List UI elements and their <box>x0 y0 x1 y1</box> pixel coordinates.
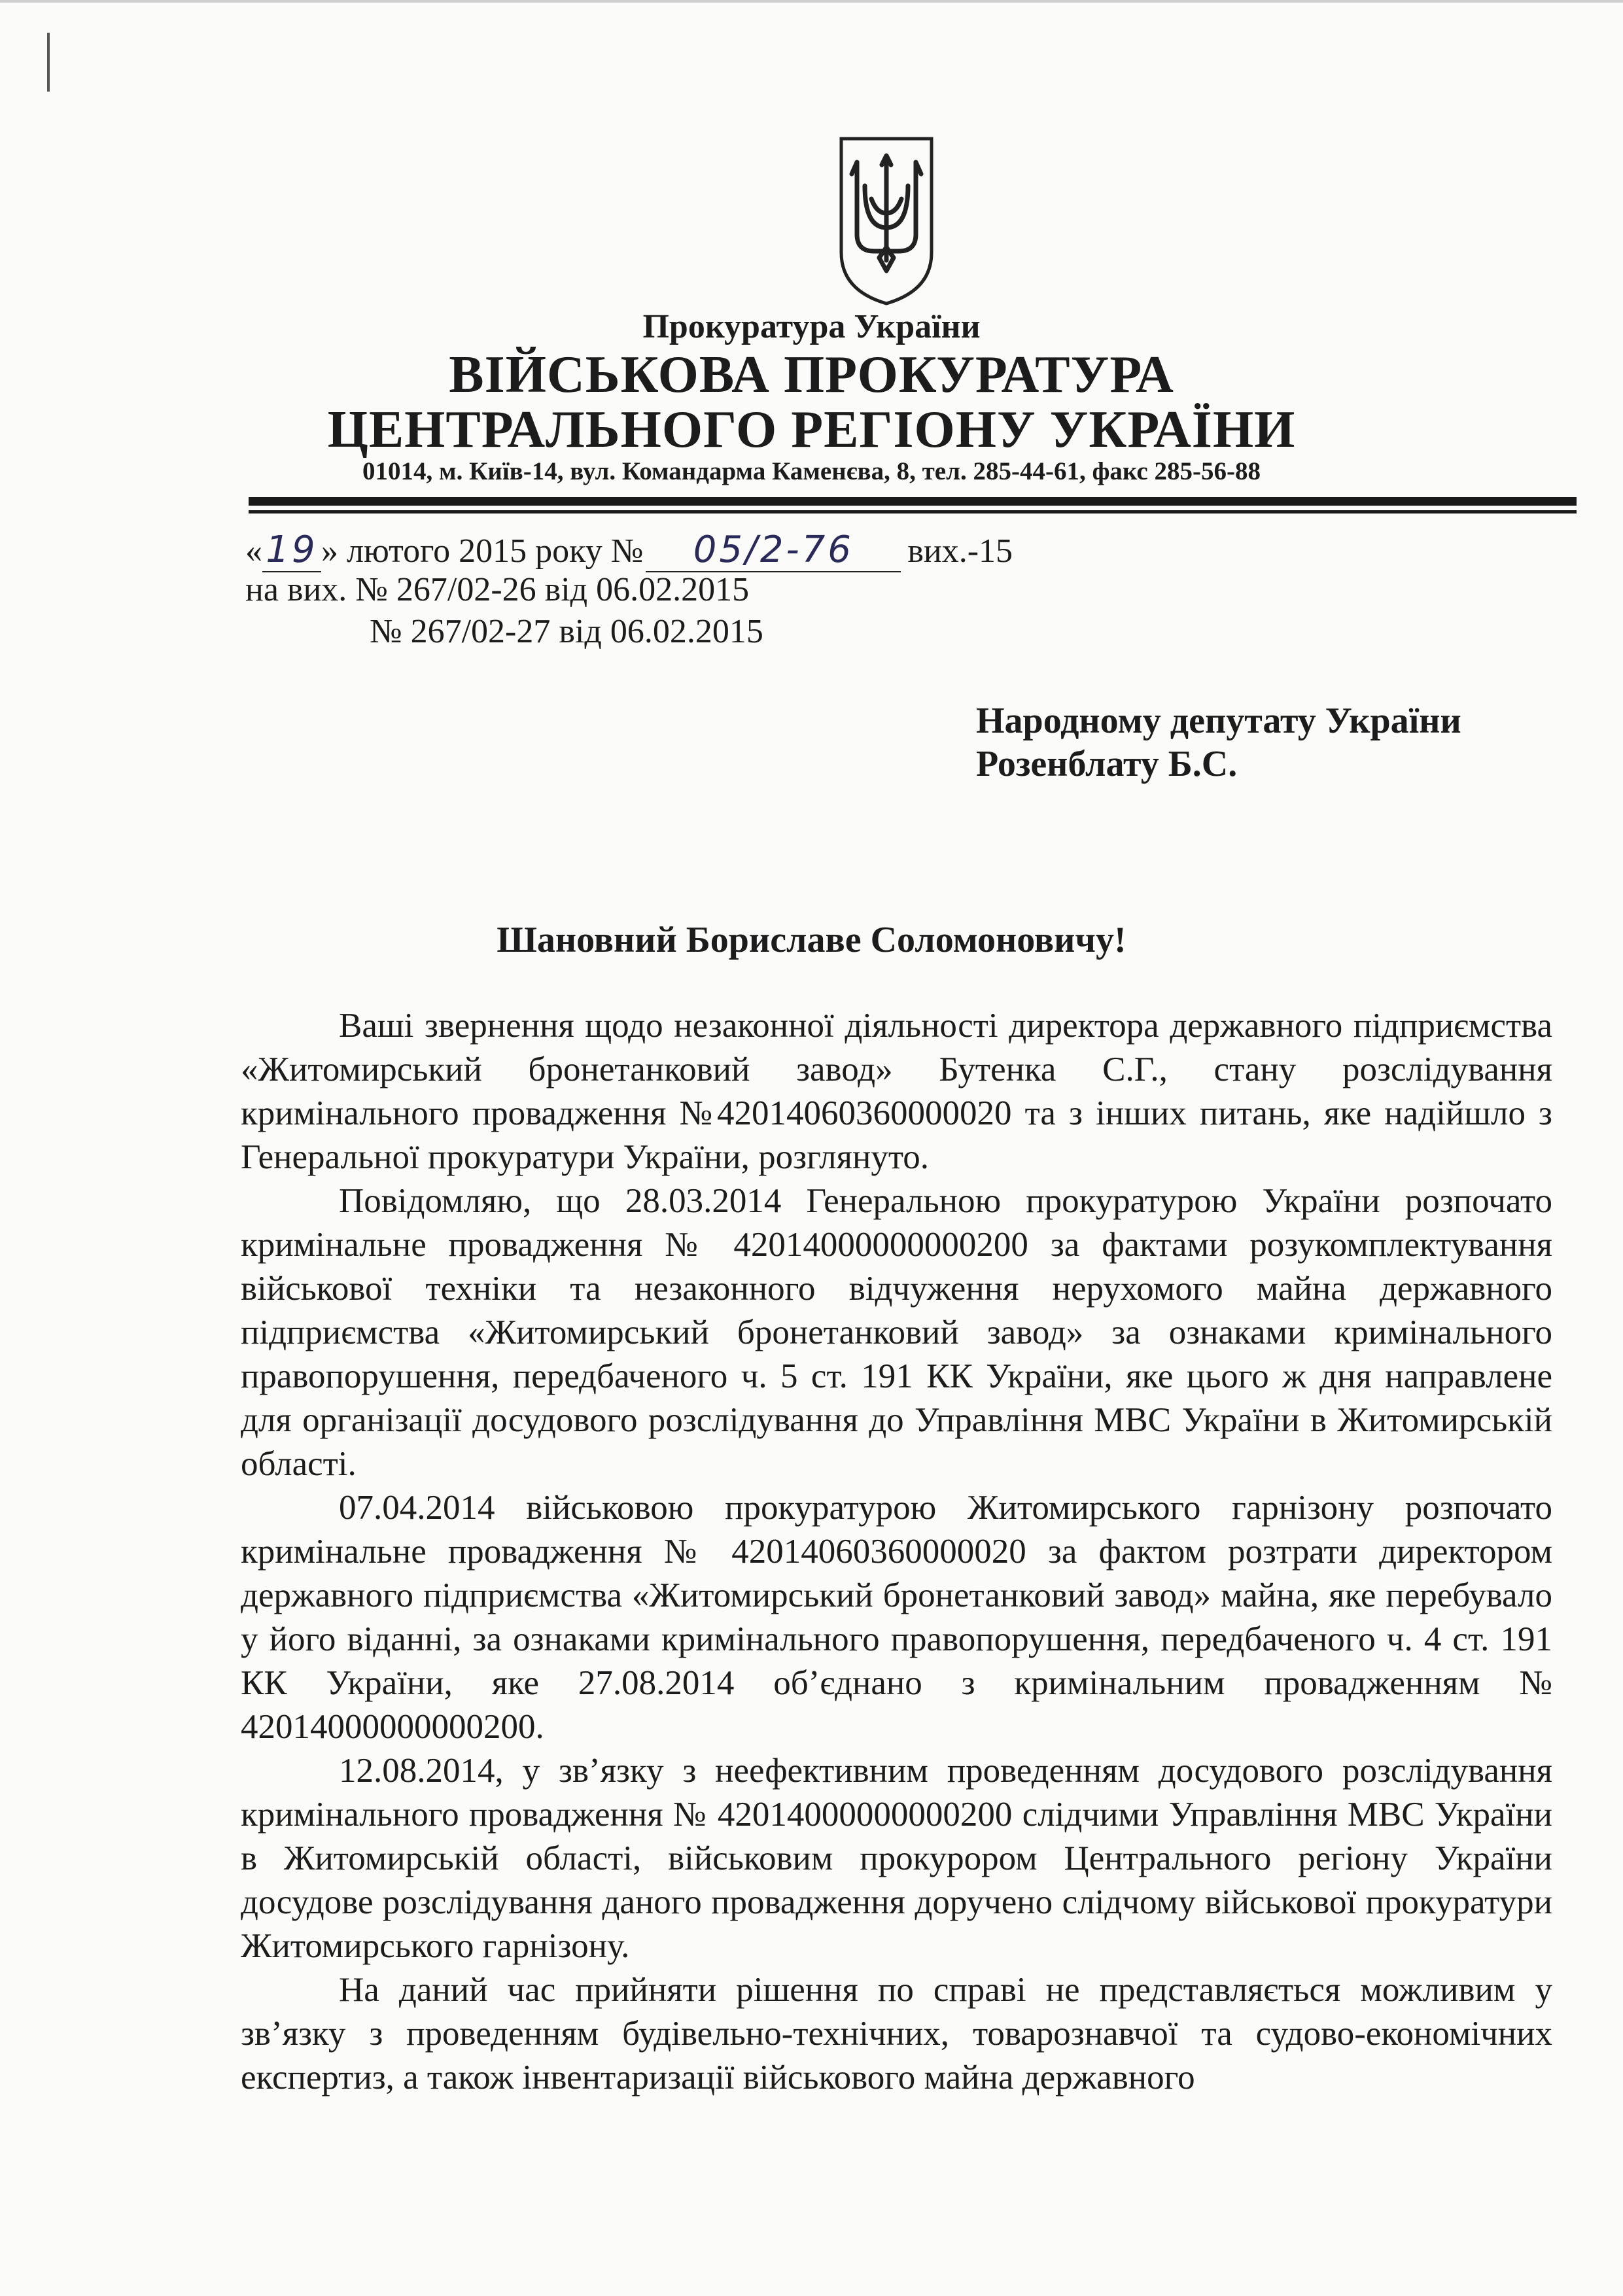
salutation: Шановний Бориславе Соломоновичу! <box>497 920 1126 960</box>
outgoing-number-blank <box>646 529 901 572</box>
date-day-blank <box>262 529 321 572</box>
scan-mark <box>47 33 50 92</box>
org-name-line-1: ВІЙСЬКОВА ПРОКУРАТУРА <box>449 346 1174 404</box>
body-paragraph: Ваші звернення щодо незаконної діяльності директора державного підприємства «Житомирський бронетанковий завод» Бутенка С.Г., стану розслідування кримінального провадження №42014060360000020 та з інших питань, яке надійшло з Генеральної прокуратури України, розглянуто. <box>241 1007 1552 1176</box>
letterhead-rule-thick <box>249 497 1577 506</box>
org-parent-name: Прокуратура України <box>642 308 981 345</box>
handwritten-day: 19 <box>266 529 318 571</box>
date-text: » лютого 2015 року № <box>321 532 644 570</box>
letter-body <box>241 1004 1552 2100</box>
outgoing-reference <box>245 529 1013 572</box>
open-quote: « <box>245 532 262 570</box>
body-paragraph: 12.08.2014, у зв’язку з неефективним проведенням досудового розслідування кримінального провадження № 42014000000000200 слідчими Управління МВС України в Житомирській області, військовим прокурором Центрального регіону України досудове розслідування даного провадження доручено слідчому військової прокуратури Житомирського гарнізону. <box>241 1752 1552 1965</box>
body-paragraph: На даний час прийняти рішення по справі не представляється можливим у зв’язку з проведенням будівельно-технічних, товарознавчої та судово-економічних експертиз, а також інвентаризації військового майна державного <box>241 1971 1552 2096</box>
org-address: 01014, м. Київ-14, вул. Командарма Каменєва, 8, тел. 285-44-61, факс 285-56-88 <box>362 457 1261 485</box>
in-reply-reference-1: на вих. № 267/02-26 від 06.02.2015 <box>245 571 750 608</box>
letterhead-rule-thin <box>249 510 1577 513</box>
body-paragraph: 07.04.2014 військовою прокуратурою Житомирського гарнізону розпочато кримінальне провадження № 42014060360000020 за фактом розтрати директором державного підприємства «Житомирський бронетанковий завод» майна, яке перебувало у його віданні, за ознаками кримінального правопорушення, передбаченого ч. 4 ст. 191 КК України, яке 27.08.2014 об’єднано з кримінальним провадженням № 42014000000000200. <box>241 1489 1552 1746</box>
addressee-title: Народному депутату України <box>976 701 1461 741</box>
scan-edge-line <box>0 0 1623 3</box>
addressee-name: Розенблату Б.С. <box>976 744 1238 784</box>
org-name-line-2: ЦЕНТРАЛЬНОГО РЕГІОНУ УКРАЇНИ <box>327 401 1296 459</box>
trident-coat-of-arms-icon <box>837 136 935 306</box>
outgoing-suffix: вих.-15 <box>907 532 1013 570</box>
body-paragraph: Повідомляю, що 28.03.2014 Генеральною прокуратурою України розпочато кримінальне провадження № 42014000000000200 за фактами розукомплектування військової техніки та незаконного відчуження нерухомого майна державного підприємства «Житомирський бронетанковий завод» за ознаками кримінального правопорушення, передбаченого ч. 5 ст. 191 КК України, яке цього ж дня направлене для організації досудового розслідування до Управління МВС України в Житомирській області. <box>241 1182 1552 1483</box>
handwritten-number: 05/2-76 <box>693 529 854 571</box>
in-reply-reference-2: № 267/02-27 від 06.02.2015 <box>370 613 763 650</box>
